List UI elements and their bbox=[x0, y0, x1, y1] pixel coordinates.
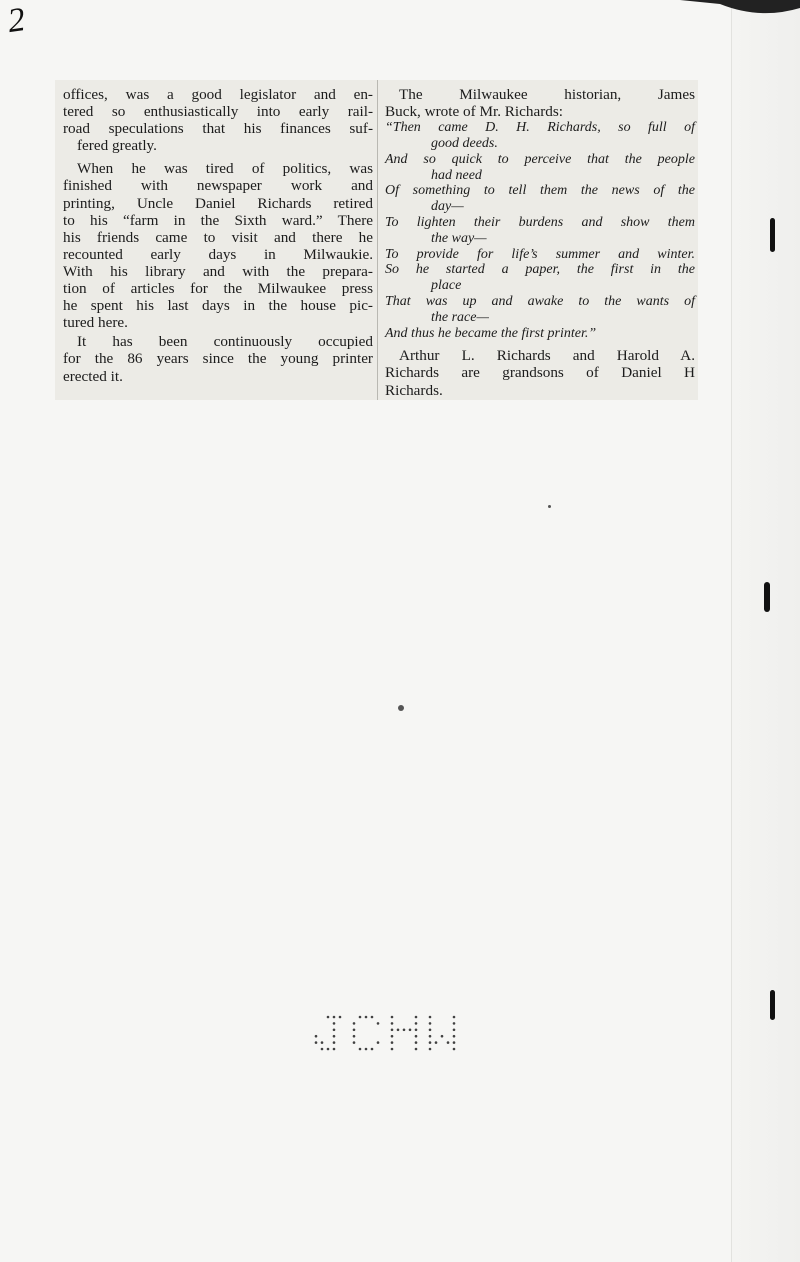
text-line: printing, Uncle Daniel Richards retired bbox=[63, 194, 373, 212]
torn-corner bbox=[680, 0, 800, 22]
poem-line: place bbox=[431, 278, 462, 294]
text-line: tered so enthusiastically into early rail- bbox=[63, 103, 373, 121]
binding-hole-mark bbox=[770, 990, 775, 1020]
text-line: tured here. bbox=[63, 314, 128, 332]
poem-line: had need bbox=[431, 167, 482, 183]
page-number-mark: 2 bbox=[5, 1, 28, 41]
text-line: erected it. bbox=[63, 367, 123, 385]
binding-hole-mark bbox=[764, 582, 770, 612]
paragraph-3 bbox=[63, 333, 373, 384]
text-line: to his “farm in the Sixth ward.” There bbox=[63, 211, 373, 229]
poem-quote bbox=[385, 120, 695, 341]
text-line: When he was tired of politics, was bbox=[77, 160, 373, 178]
text-line: recounted early days in Milwaukie. bbox=[63, 245, 373, 263]
speck bbox=[398, 705, 404, 711]
text-line: Richards are grandsons of Daniel H bbox=[385, 364, 695, 382]
text-line: Buck, wrote of Mr. Richards: bbox=[385, 103, 564, 121]
text-line: road speculations that his finances suf- bbox=[63, 120, 373, 138]
text-line: offices, was a good legislator and en- bbox=[63, 86, 373, 103]
text-line: finished with newspaper work and bbox=[63, 177, 373, 195]
speck bbox=[548, 505, 551, 508]
paragraph-2 bbox=[63, 160, 373, 331]
text-line: fered greatly. bbox=[77, 137, 157, 155]
binding-hole-mark bbox=[770, 218, 775, 252]
text-line: he spent his last days in the house pic- bbox=[63, 297, 373, 315]
text-line: Arthur L. Richards and Harold A. bbox=[399, 347, 695, 365]
poem-line: That was up and awake to the wants of bbox=[385, 293, 695, 309]
poem-line: So he started a paper, the first in the bbox=[385, 262, 695, 278]
perforation-stamp bbox=[312, 1012, 467, 1054]
text-line: With his library and with the prepara- bbox=[63, 262, 373, 280]
column-divider bbox=[377, 80, 378, 400]
text-line: Richards. bbox=[385, 381, 443, 399]
text-line: It has been continuously occupied bbox=[77, 333, 373, 351]
text-line: tion of articles for the Milwaukee press bbox=[63, 280, 373, 298]
newspaper-clipping bbox=[55, 80, 698, 400]
poem-line: the way— bbox=[431, 230, 487, 246]
closing-paragraph bbox=[385, 347, 695, 398]
poem-line: To lighten their burdens and show them bbox=[385, 214, 695, 230]
poem-line: Of something to tell them the news of the bbox=[385, 183, 695, 199]
page-edge bbox=[731, 0, 800, 1262]
text-line: his friends came to visit and there he bbox=[63, 228, 373, 246]
poem-line: day— bbox=[431, 199, 464, 215]
text-line: The Milwaukee historian, James bbox=[399, 86, 695, 103]
poem-line: the race— bbox=[431, 309, 489, 325]
poem-line: good deeds. bbox=[431, 135, 498, 151]
paragraph-1 bbox=[63, 86, 373, 154]
poem-line: And so quick to perceive that the people bbox=[385, 151, 695, 167]
left-column bbox=[63, 86, 373, 385]
intro-paragraph bbox=[385, 86, 695, 120]
poem-line: And thus he became the first printer.” bbox=[385, 325, 597, 341]
text-line: for the 86 years since the young printer bbox=[63, 350, 373, 368]
poem-line: “Then came D. H. Richards, so full of bbox=[385, 120, 695, 136]
poem-line: To provide for life’s summer and winter. bbox=[385, 246, 695, 262]
right-column bbox=[385, 86, 695, 399]
